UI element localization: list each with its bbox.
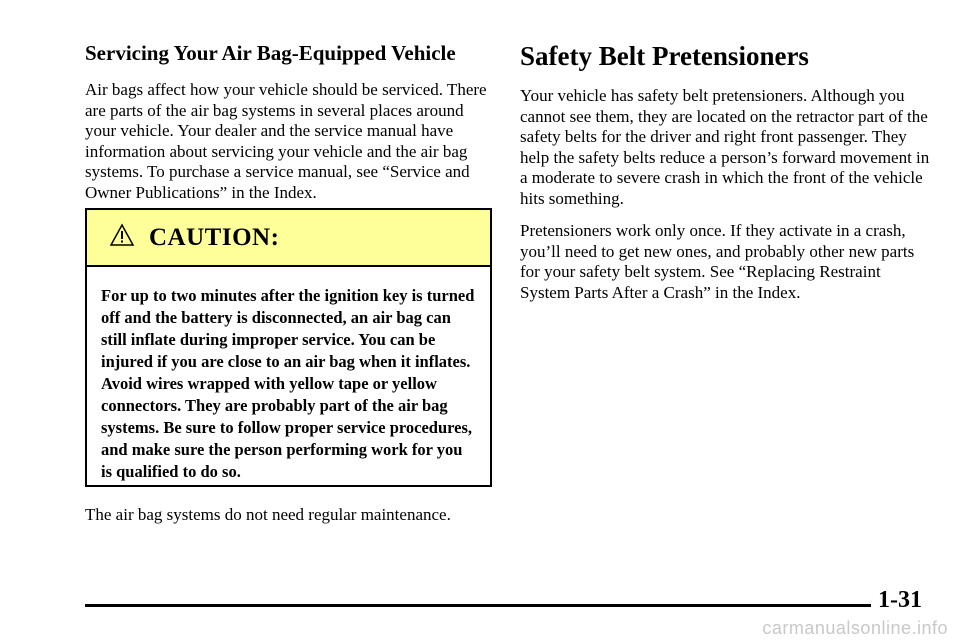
- caution-title: CAUTION:: [149, 223, 280, 251]
- caution-text: For up to two minutes after the ignition key is turned off and the battery is disconnected, an air bag can still inflate during improper service. You can be injured if you are close to an air bag when it inflates. Avoid wires wrapped with yellow tape or yellow connectors. They are probably part of the air bag systems. Be sure to follow proper service procedures, and make sure the person performing work for you is qualified to do so.: [101, 286, 475, 481]
- footer-rule: [85, 604, 871, 607]
- warning-triangle-icon: [109, 223, 135, 252]
- pretensioners-paragraph-2: Pretensioners work only once. If they activate in a crash, you’ll need to get new ones, and probably other new parts for your safety belt system. See “Replacing Restraint System Parts After a Crash” in the Index.: [520, 221, 915, 302]
- maintenance-note: The air bag systems do not need regular maintenance.: [85, 505, 451, 524]
- pretensioners-heading: Safety Belt Pretensioners: [520, 41, 809, 71]
- pretensioners-paragraph-1: Your vehicle has safety belt pretensioners. Although you cannot see them, they are located on the retractor part of the safety belts for the driver and right front passenger. They help the safety belts reduce a person’s forward movement in a moderate to severe crash in which the front of the vehicle hits something.: [520, 86, 930, 208]
- servicing-paragraph: Air bags affect how your vehicle should be serviced. There are parts of the air bag systems in several places around your vehicle. Your dealer and the service manual have information about servicing your vehicle and the air bag systems. To purchase a service manual, see “Service and Owner Publications” in the Index.: [85, 80, 487, 202]
- right-column: [520, 40, 930, 315]
- left-column: [85, 40, 495, 215]
- caution-box: [85, 208, 492, 487]
- caution-header: [87, 210, 490, 267]
- servicing-heading: Servicing Your Air Bag-Equipped Vehicle: [85, 41, 456, 65]
- watermark: carmanualsonline.info: [762, 618, 948, 638]
- page-number: 1-31: [878, 587, 922, 613]
